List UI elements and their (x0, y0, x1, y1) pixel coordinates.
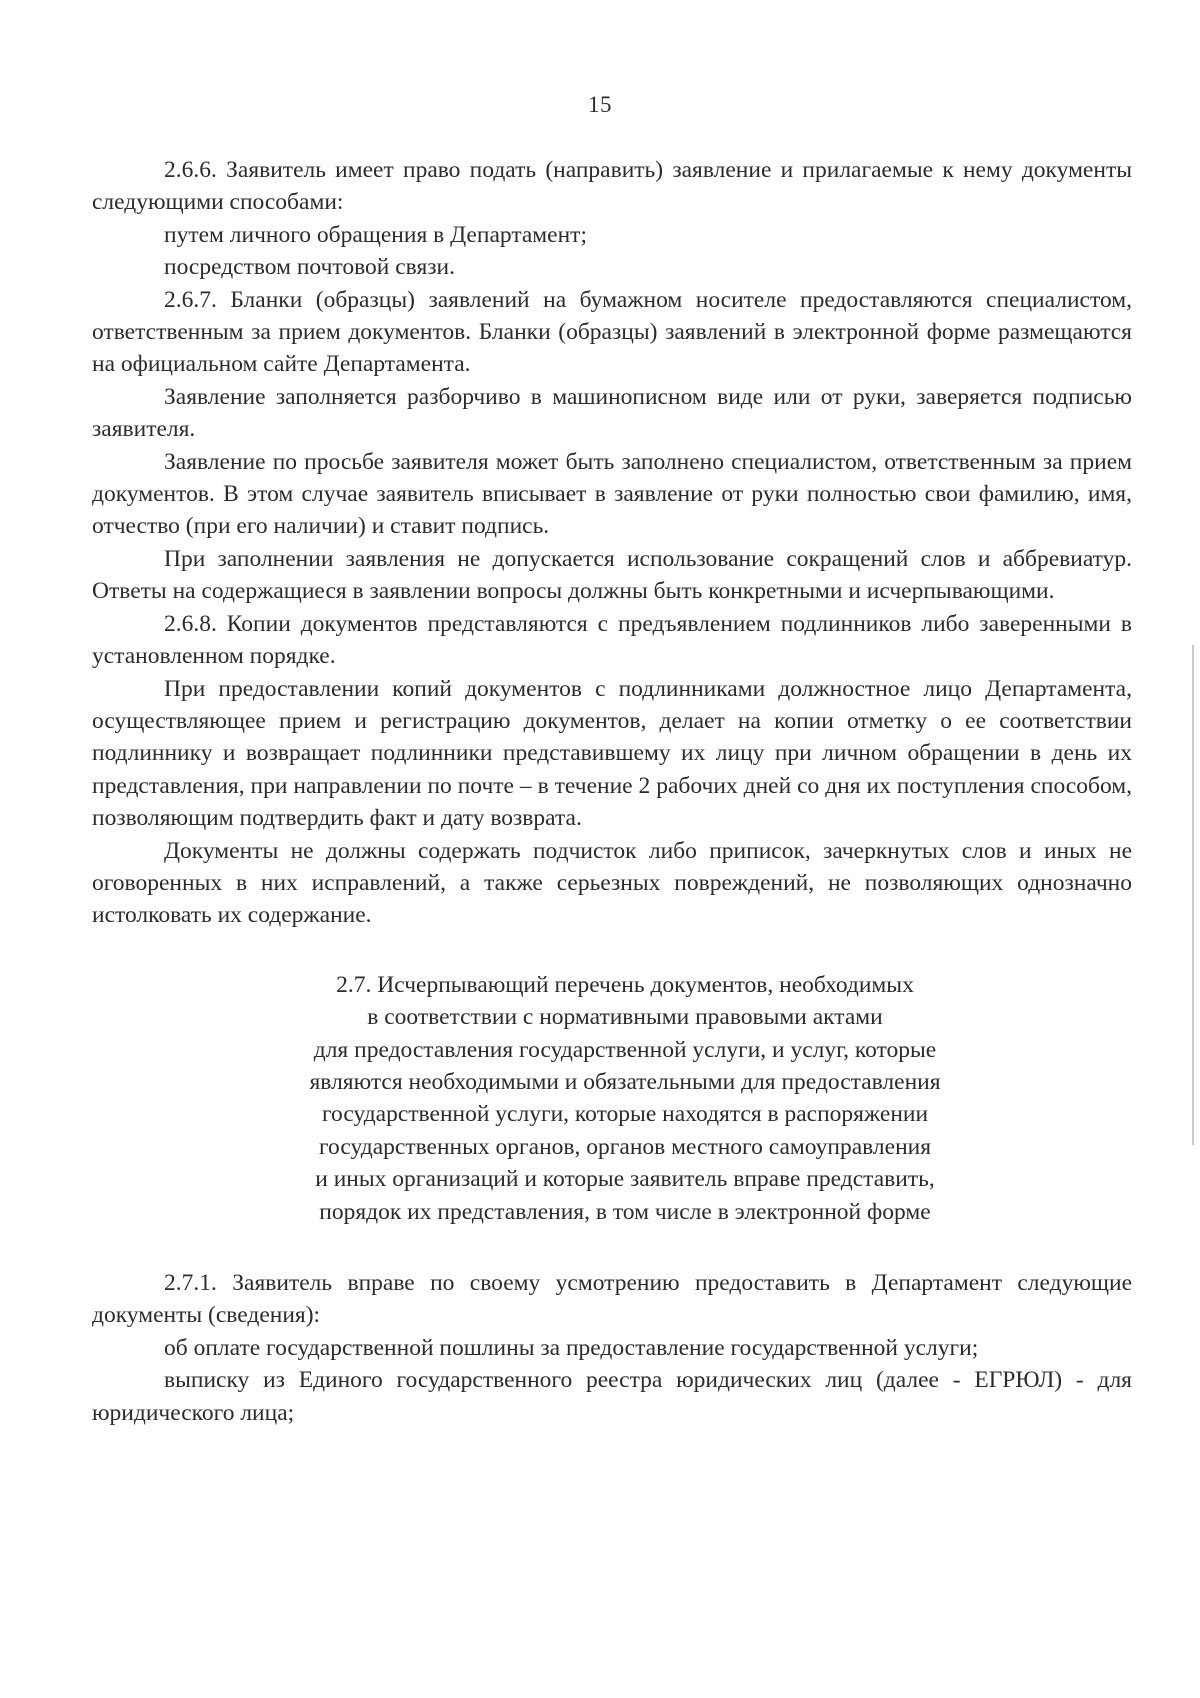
paragraph-egrul-extract: выписку из Единого государственного реестра юридических лиц (далее - ЕГРЮЛ) - для юридического лица; (92, 1367, 1132, 1426)
paragraph-2-6-6: 2.6.6. Заявитель имеет право подать (направить) заявление и прилагаемые к нему документы следующими способами: (92, 157, 1132, 216)
paragraph-2-6-8: 2.6.8. Копии документов представляются с предъявлением подлинников либо заверенными в установленном порядке. (92, 610, 1132, 670)
paragraph-filled-by-specialist: Заявление по просьбе заявителя может быть заполнено специалистом, ответственным за прием документов. В этом случае заявитель вписывает в заявление от руки полностью свои фамилию, имя, отчество (при его наличии) и ставит подпись. (92, 448, 1132, 540)
paragraph-method-personal: путем личного обращения в Департамент; (164, 221, 587, 248)
scan-edge-mark (1192, 645, 1194, 1145)
page-number: 15 (588, 92, 612, 117)
paragraph-2-6-7: 2.6.7. Бланки (образцы) заявлений на бумажном носителе предоставляются специалистом, ответственным за прием документов. Бланки (образцы) заявлений в электронной форме размещаются на официальном сайте Департамента. (92, 286, 1132, 378)
document-body (92, 154, 1132, 1429)
paragraph-application-filling: Заявление заполняется разборчиво в машинописном виде или от руки, заверяется подписью заявителя. (92, 383, 1132, 443)
paragraph-2-7-1: 2.7.1. Заявитель вправе по своему усмотрению предоставить в Департамент следующие документы (сведения): (92, 1270, 1132, 1329)
paragraph-copies-with-originals: При предоставлении копий документов с подлинниками должностное лицо Департамента, осуществляющее прием и регистрацию документов, делает на копии отметку о ее соответствии подлиннику и возвращает подлинники представившему их лицу при личном обращении в день их представления, при направлении по почте – в течение 2 рабочих дней со дня их поступления способом, позволяющим подтвердить факт и дату возврата. (92, 675, 1132, 832)
paragraph-no-abbreviations: При заполнении заявления не допускается использование сокращений слов и аббревиатур. Ответы на содержащиеся в заявлении вопросы должны быть конкретными и исчерпывающими. (92, 545, 1132, 605)
paragraph-method-post: посредством почтовой связи. (164, 254, 455, 281)
section-heading-2-7: 2.7. Исчерпывающий перечень документов, необходимых в соответствии с нормативными правовыми актами для предоставления государственной услуги, и услуг, которые являются необходимыми и обязательными для предоставления государственной услуги, которые находятся в распоряжении государственных органов, органов местного самоуправления и иных организаций и которые заявитель вправе представить, порядок их представления, в том числе в электронной форме (309, 971, 941, 1225)
paragraph-no-erasures: Документы не должны содержать подчисток либо приписок, зачеркнутых слов и иных не оговоренных в них исправлений, а также серьезных повреждений, не позволяющих однозначно истолковать их содержание. (92, 837, 1132, 929)
paragraph-state-fee: об оплате государственной пошлины за предоставление государственной услуги; (164, 1334, 979, 1361)
